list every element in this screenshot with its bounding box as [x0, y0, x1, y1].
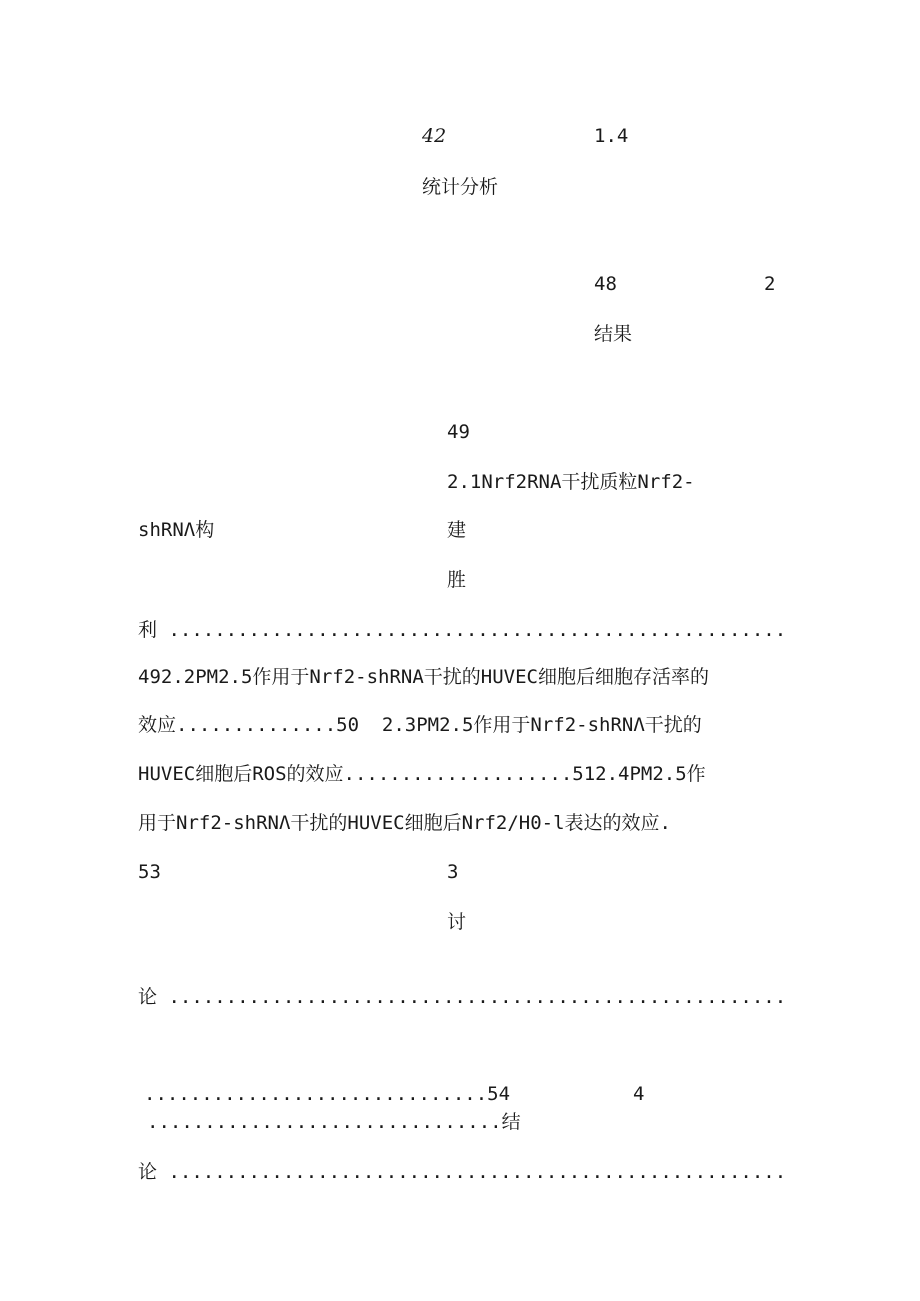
section-2-1-title: 2.1Nrf2RNA干扰质粒Nrf2-: [447, 471, 695, 493]
section-3-number: 3: [447, 861, 459, 883]
section-2-1-dotted-leader: 利 ......................................................: [138, 619, 787, 641]
page-54-leader: ..............................54: [144, 1083, 511, 1105]
section-4-leader: ...............................结: [147, 1111, 521, 1133]
page-number-42: 42: [422, 125, 447, 147]
section-2-1-continuation: shRNΛ构: [138, 519, 215, 541]
section-3-title-char1: 讨: [447, 911, 467, 933]
section-1-4-number: 1.4: [594, 125, 629, 147]
section-4-dotted-leader: 论 ......................................................: [138, 1161, 787, 1183]
section-2-4-line: HUVEC细胞后ROS的效应....................512.4PM2.5作: [138, 763, 706, 785]
section-2-2-line: 492.2PM2.5作用于Nrf2-shRNA干扰的HUVEC细胞后细胞存活率的: [138, 666, 709, 688]
page-number-49: 49: [447, 421, 470, 443]
section-4-number: 4: [633, 1083, 645, 1105]
section-2-3-line: 效应..............50 2.3PM2.5作用于Nrf2-shRNΛ干扰的: [138, 714, 702, 736]
section-3-dotted-leader: 论 ......................................................: [138, 986, 787, 1008]
section-2-1-char-build: 建: [447, 519, 467, 541]
section-2-4-continuation: 用于Nrf2-shRNΛ干扰的HUVEC细胞后Nrf2/H0-l表达的效应.: [138, 812, 671, 834]
section-2-title: 结果: [594, 323, 633, 345]
page-number-53: 53: [138, 861, 161, 883]
section-2-number: 2: [764, 273, 776, 295]
page-number-48: 48: [594, 273, 617, 295]
section-1-4-title: 统计分析: [422, 176, 499, 198]
section-2-1-char-success: 胜: [447, 569, 467, 591]
